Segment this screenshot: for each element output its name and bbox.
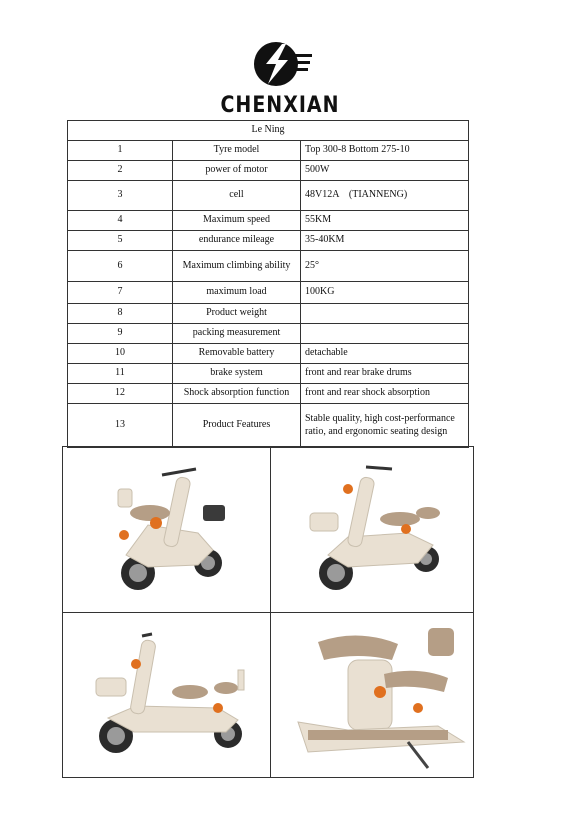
row-value: 500W (301, 161, 469, 181)
table-row (68, 211, 469, 231)
row-number: 13 (68, 404, 173, 448)
row-item: cell (173, 181, 301, 211)
row-item: Product weight (173, 304, 301, 324)
row-value: Top 300-8 Bottom 275-10 (301, 141, 469, 161)
row-number: 11 (68, 364, 173, 384)
table-title: Le Ning (68, 121, 469, 141)
row-item: Removable battery (173, 344, 301, 364)
table-row (68, 344, 469, 364)
lightning-globe-logo-icon (252, 38, 312, 90)
scooter-photo-side-left (78, 622, 258, 772)
table-row (68, 161, 469, 181)
row-value: front and rear shock absorption (301, 384, 469, 404)
grid-divider-horizontal (63, 612, 473, 613)
scooter-seat-photo-icon (288, 622, 468, 772)
row-item: power of motor (173, 161, 301, 181)
row-item: endurance mileage (173, 231, 301, 251)
brand-name: CHENXIAN (220, 92, 340, 118)
row-value: 100KG (301, 282, 469, 304)
row-number: 1 (68, 141, 173, 161)
row-number: 12 (68, 384, 173, 404)
row-number: 7 (68, 282, 173, 304)
row-item: Tyre model (173, 141, 301, 161)
row-item: maximum load (173, 282, 301, 304)
row-number: 2 (68, 161, 173, 181)
scooter-photo-icon (288, 455, 468, 605)
table-row (68, 181, 469, 211)
row-value (301, 304, 469, 324)
row-value: 48V12A (TIANNENG) (301, 181, 469, 211)
row-value: detachable (301, 344, 469, 364)
brand-logo (210, 38, 350, 118)
row-item: packing measurement (173, 324, 301, 344)
row-item: Shock absorption function (173, 384, 301, 404)
table-row (68, 324, 469, 344)
row-value: 25° (301, 251, 469, 282)
row-number: 10 (68, 344, 173, 364)
table-row (68, 304, 469, 324)
row-number: 3 (68, 181, 173, 211)
table-row (68, 364, 469, 384)
row-item: Maximum climbing ability (173, 251, 301, 282)
scooter-photo-front-left (78, 455, 258, 605)
table-row (68, 384, 469, 404)
table-row (68, 141, 469, 161)
spec-table (67, 120, 469, 448)
row-value: 35-40KM (301, 231, 469, 251)
row-number: 6 (68, 251, 173, 282)
row-number: 8 (68, 304, 173, 324)
table-row (68, 251, 469, 282)
scooter-photo-seat-detail (288, 622, 468, 772)
table-title-row (68, 121, 469, 141)
scooter-photo-icon (78, 455, 258, 605)
table-row (68, 282, 469, 304)
row-item: Maximum speed (173, 211, 301, 231)
photo-grid (62, 446, 474, 778)
scooter-photo-icon (78, 622, 258, 772)
row-number: 9 (68, 324, 173, 344)
row-item: Product Features (173, 404, 301, 448)
row-value (301, 324, 469, 344)
row-number: 4 (68, 211, 173, 231)
table-row (68, 231, 469, 251)
row-value: 55KM (301, 211, 469, 231)
row-value: Stable quality, high cost-performance ratio, and ergonomic seating design (301, 404, 469, 448)
row-item: brake system (173, 364, 301, 384)
scooter-photo-rear-right (288, 455, 468, 605)
row-value: front and rear brake drums (301, 364, 469, 384)
table-row (68, 404, 469, 448)
row-number: 5 (68, 231, 173, 251)
